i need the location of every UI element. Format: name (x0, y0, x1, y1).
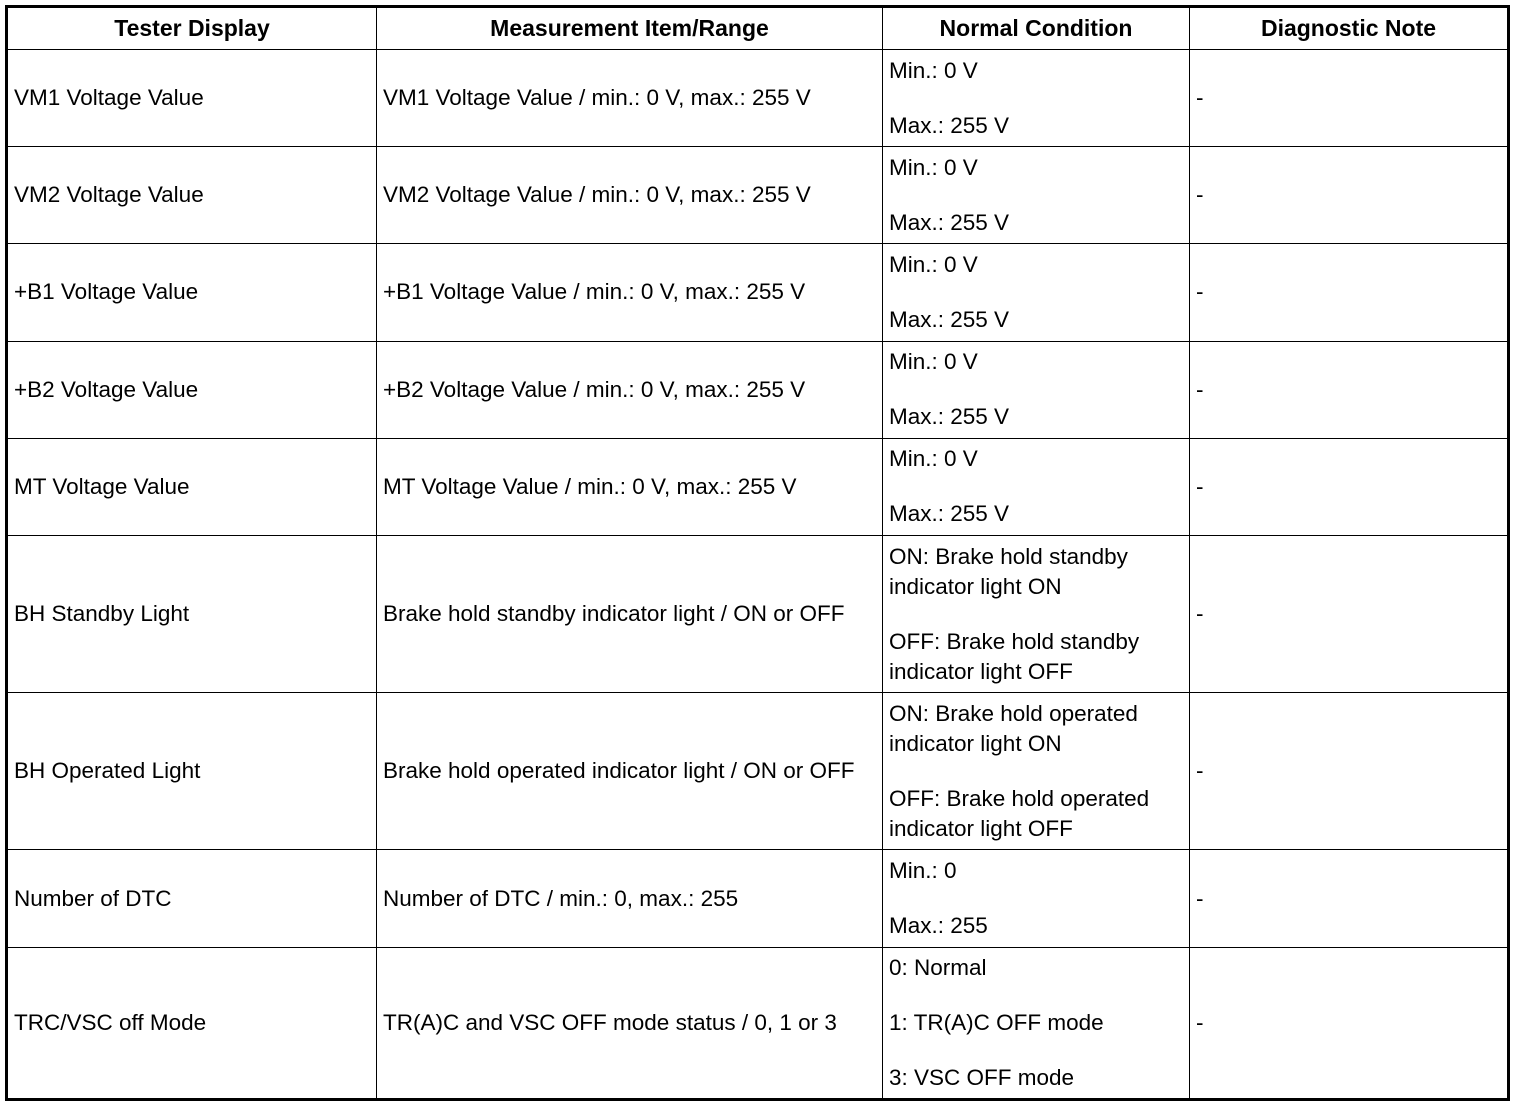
table-row (7, 438, 1509, 535)
diagnostic-note-cell: - (1190, 147, 1509, 244)
diagnostic-note-cell: - (1190, 947, 1509, 1099)
condition-line: Min.: 0 V (889, 446, 978, 472)
measurement-cell: Brake hold operated indicator light / ON or OFF (377, 693, 883, 850)
header-normal-condition: Normal Condition (883, 7, 1190, 50)
tester-display-cell: Number of DTC (7, 850, 377, 947)
diagnostic-note-cell: - (1190, 438, 1509, 535)
table-row (7, 244, 1509, 341)
condition-line: Min.: 0 (889, 858, 957, 884)
measurement-cell: +B2 Voltage Value / min.: 0 V, max.: 255 V (377, 341, 883, 438)
table-row (7, 535, 1509, 692)
diagnostic-note-cell: - (1190, 341, 1509, 438)
diagnostic-data-table (5, 5, 1510, 1101)
normal-condition-cell (883, 438, 1190, 535)
measurement-cell: VM2 Voltage Value / min.: 0 V, max.: 255 V (377, 147, 883, 244)
normal-condition-cell (883, 535, 1190, 692)
diagnostic-note-cell: - (1190, 244, 1509, 341)
diagnostic-note-cell: - (1190, 535, 1509, 692)
table-row (7, 693, 1509, 850)
normal-condition-cell (883, 693, 1190, 850)
table-row (7, 147, 1509, 244)
header-diagnostic-note: Diagnostic Note (1190, 7, 1509, 50)
diagnostic-note-cell: - (1190, 693, 1509, 850)
table-row (7, 50, 1509, 147)
measurement-cell: Brake hold standby indicator light / ON or OFF (377, 535, 883, 692)
measurement-cell: VM1 Voltage Value / min.: 0 V, max.: 255 V (377, 50, 883, 147)
table-row (7, 341, 1509, 438)
condition-line: OFF: Brake hold standby indicator light OFF (889, 628, 1140, 684)
condition-line: Max.: 255 V (889, 209, 1010, 235)
normal-condition-cell (883, 947, 1190, 1099)
condition-line: Min.: 0 V (889, 57, 978, 83)
tester-display-cell: VM2 Voltage Value (7, 147, 377, 244)
normal-condition-cell (883, 850, 1190, 947)
table-row (7, 850, 1509, 947)
normal-condition-cell (883, 50, 1190, 147)
measurement-cell: +B1 Voltage Value / min.: 0 V, max.: 255 V (377, 244, 883, 341)
header-measurement-item: Measurement Item/Range (377, 7, 883, 50)
condition-line: ON: Brake hold standby indicator light ON (889, 543, 1128, 599)
condition-line: OFF: Brake hold operated indicator light OFF (889, 785, 1150, 841)
tester-display-cell: BH Operated Light (7, 693, 377, 850)
header-row (7, 7, 1509, 50)
condition-line: 0: Normal (889, 954, 987, 980)
normal-condition-cell (883, 244, 1190, 341)
condition-line: Max.: 255 V (889, 306, 1010, 332)
condition-line: ON: Brake hold operated indicator light ON (889, 700, 1138, 756)
diagnostic-note-cell: - (1190, 850, 1509, 947)
condition-line: Min.: 0 V (889, 251, 978, 277)
condition-line: Max.: 255 V (889, 112, 1010, 138)
measurement-cell: Number of DTC / min.: 0, max.: 255 (377, 850, 883, 947)
condition-line: Max.: 255 (889, 913, 988, 939)
tester-display-cell: +B2 Voltage Value (7, 341, 377, 438)
condition-line: Max.: 255 V (889, 501, 1010, 527)
table-row (7, 947, 1509, 1099)
normal-condition-cell (883, 147, 1190, 244)
tester-display-cell: MT Voltage Value (7, 438, 377, 535)
condition-line: Min.: 0 V (889, 154, 978, 180)
normal-condition-cell (883, 341, 1190, 438)
condition-line: 1: TR(A)C OFF mode (889, 1009, 1104, 1035)
diagnostic-note-cell: - (1190, 50, 1509, 147)
tester-display-cell: VM1 Voltage Value (7, 50, 377, 147)
header-tester-display: Tester Display (7, 7, 377, 50)
measurement-cell: MT Voltage Value / min.: 0 V, max.: 255 V (377, 438, 883, 535)
tester-display-cell: TRC/VSC off Mode (7, 947, 377, 1099)
condition-line: Max.: 255 V (889, 404, 1010, 430)
tester-display-cell: BH Standby Light (7, 535, 377, 692)
tester-display-cell: +B1 Voltage Value (7, 244, 377, 341)
condition-line: 3: VSC OFF mode (889, 1064, 1075, 1090)
condition-line: Min.: 0 V (889, 349, 978, 375)
measurement-cell: TR(A)C and VSC OFF mode status / 0, 1 or 3 (377, 947, 883, 1099)
